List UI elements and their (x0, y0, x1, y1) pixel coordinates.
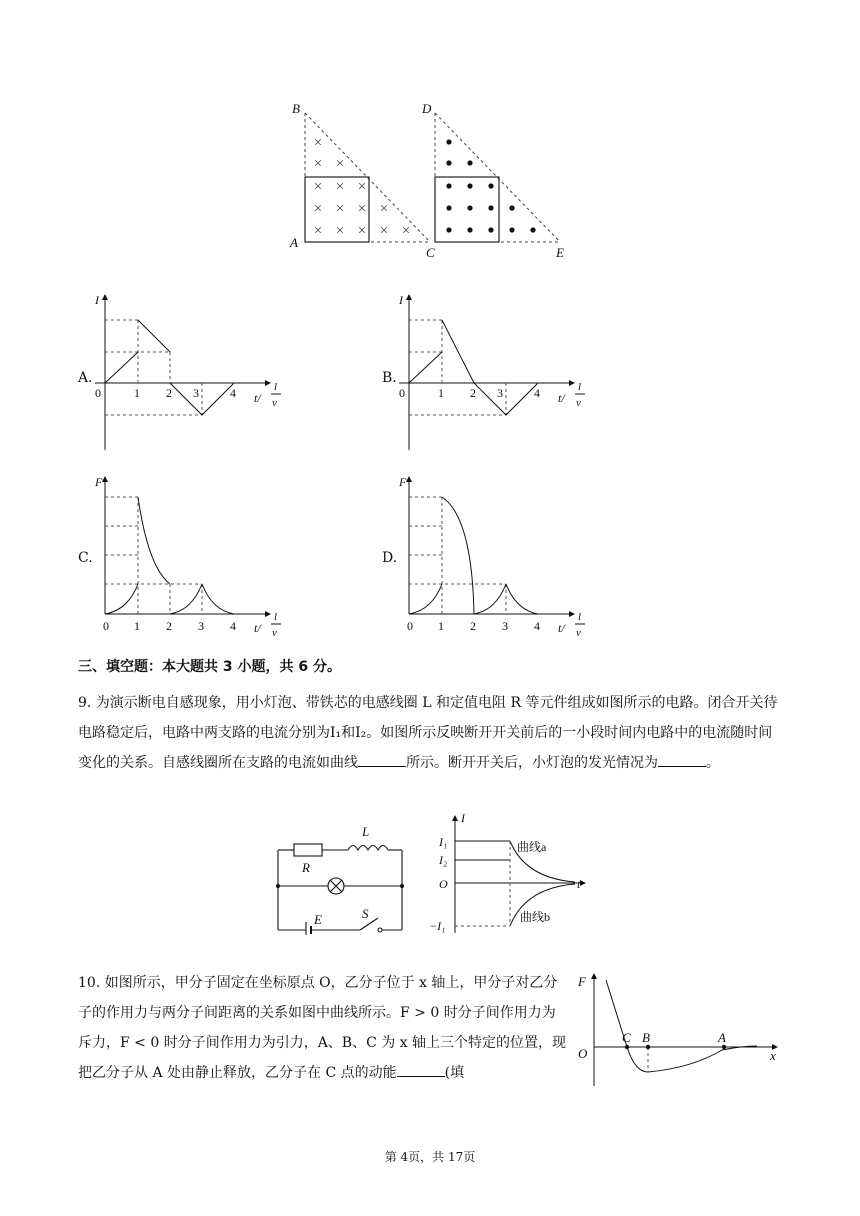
svg-text:×: × (357, 223, 367, 239)
svg-text:曲线a: 曲线a (517, 840, 547, 854)
svg-text:0: 0 (399, 386, 405, 400)
svg-text:×: × (313, 201, 323, 217)
svg-text:t/: t/ (254, 621, 261, 635)
svg-text:1: 1 (134, 619, 140, 633)
svg-text:4: 4 (230, 386, 236, 400)
option-c-label: C. (78, 550, 93, 566)
q9-blank-1 (358, 752, 406, 767)
svg-text:×: × (401, 223, 411, 239)
svg-text:×: × (313, 135, 323, 151)
option-b-label: B. (382, 370, 397, 386)
q9-text-part1: 9. 为演示断电自感现象，用小灯泡、带铁芯的电感线圈 L 和定值电阻 R 等元件组成如图所示的电路。闭合开关待电路稳定后，电路中两支路的电流分别为I₁和I₂。如图所示反映断开开关前后的一小段时间内电路中的电流随时间变化的关系。自感线圈所在支路的电流如曲线 (78, 695, 778, 771)
svg-text:v: v (576, 627, 581, 639)
svg-text:×: × (335, 223, 345, 239)
svg-text:4: 4 (534, 619, 540, 633)
svg-text:0: 0 (407, 619, 413, 633)
page-footer: 第 4页，共 17页 (384, 1150, 476, 1164)
svg-text:F: F (95, 475, 103, 489)
q10-force-graph (572, 968, 787, 1090)
svg-text:E: E (314, 912, 322, 927)
svg-text:1: 1 (438, 386, 444, 400)
svg-text:2: 2 (166, 386, 172, 400)
svg-text:F: F (578, 974, 586, 989)
q10-text-part1: 10. 如图所示，甲分子固定在坐标原点 O，乙分子位于 x 轴上，甲分子对乙分子的作用力与两分子间距离的关系如图中曲线所示。F > 0 时分子间作用力为斥力，F < 0 时分子间作用力为引力，A、B、C 为 x 轴上三个特定的位置，现把乙分子从 A 处由静止释放，乙分子在 C 点的动能 (78, 975, 567, 1081)
svg-text:l: l (578, 381, 582, 393)
section-heading: 三、填空题：本大题共 3 小题，共 6 分。 (78, 659, 341, 675)
crosses (314, 135, 410, 239)
svg-text:2: 2 (470, 386, 476, 400)
q9-circuit-diagram (270, 820, 410, 935)
svg-text:1: 1 (134, 386, 140, 400)
svg-text:I₁: I₁ (439, 835, 448, 849)
q9-blank-2 (658, 752, 706, 767)
svg-text:4: 4 (534, 386, 540, 400)
svg-text:C: C (622, 1030, 631, 1045)
svg-text:3: 3 (193, 386, 199, 400)
svg-text:−I₁: −I₁ (429, 919, 446, 933)
svg-text:1: 1 (438, 619, 444, 633)
svg-text:0: 0 (95, 386, 101, 400)
label-A: A (290, 235, 298, 250)
svg-text:A: A (718, 1030, 726, 1045)
q9-text-part3: 。 (706, 755, 720, 771)
svg-text:×: × (357, 201, 367, 217)
svg-text:v: v (272, 627, 277, 639)
label-C: C (426, 245, 435, 260)
svg-text:O: O (439, 877, 448, 891)
svg-text:3: 3 (502, 619, 508, 633)
svg-text:F: F (399, 475, 407, 489)
svg-text:×: × (335, 201, 345, 217)
svg-text:×: × (379, 201, 389, 217)
svg-text:×: × (313, 156, 323, 172)
svg-text:L: L (362, 824, 370, 839)
svg-text:R: R (302, 860, 310, 875)
dots (446, 139, 535, 232)
question-9-text (78, 688, 778, 778)
svg-text:×: × (313, 223, 323, 239)
svg-text:×: × (313, 179, 323, 195)
svg-text:3: 3 (497, 386, 503, 400)
option-c-graph (90, 472, 290, 642)
svg-text:×: × (335, 179, 345, 195)
option-d-graph (394, 472, 594, 642)
svg-text:3: 3 (198, 619, 204, 633)
svg-text:0: 0 (103, 619, 109, 633)
triangle-field-figure (280, 95, 580, 260)
svg-text:I: I (461, 811, 465, 825)
q10-text-part2: (填 (444, 1065, 465, 1081)
svg-text:v: v (576, 397, 581, 409)
svg-text:x: x (770, 1048, 776, 1063)
svg-text:l: l (274, 611, 278, 623)
svg-text:t/: t/ (558, 391, 565, 405)
svg-text:2: 2 (166, 619, 172, 633)
svg-text:I₂: I₂ (439, 853, 448, 867)
label-E: E (556, 245, 564, 260)
svg-text:曲线b: 曲线b (520, 910, 551, 924)
q9-text-part2: 所示。断开开关后，小灯泡的发光情况为 (406, 755, 658, 771)
svg-text:O: O (578, 1046, 588, 1061)
left-triangle (305, 113, 430, 242)
svg-text:×: × (335, 156, 345, 172)
svg-text:B: B (642, 1030, 650, 1045)
option-b-graph (394, 290, 594, 460)
q9-current-graph (425, 808, 595, 938)
svg-text:S: S (362, 906, 369, 921)
q10-blank-1 (397, 1062, 445, 1077)
svg-text:4: 4 (230, 619, 236, 633)
svg-text:t/: t/ (558, 621, 565, 635)
option-a-label: A. (78, 370, 93, 386)
option-d-label: D. (382, 550, 398, 566)
svg-text:I: I (95, 293, 99, 307)
right-triangle (435, 113, 560, 242)
svg-text:I: I (399, 293, 403, 307)
svg-text:×: × (379, 223, 389, 239)
label-B: B (292, 101, 300, 116)
svg-text:l: l (274, 381, 278, 393)
svg-text:t/: t/ (254, 391, 261, 405)
option-a-graph (90, 290, 290, 460)
label-D: D (422, 101, 432, 116)
question-10-text (78, 968, 568, 1088)
svg-text:t: t (577, 877, 581, 891)
svg-text:v: v (272, 397, 277, 409)
svg-text:2: 2 (470, 619, 476, 633)
svg-text:×: × (357, 179, 367, 195)
svg-text:l: l (578, 611, 582, 623)
